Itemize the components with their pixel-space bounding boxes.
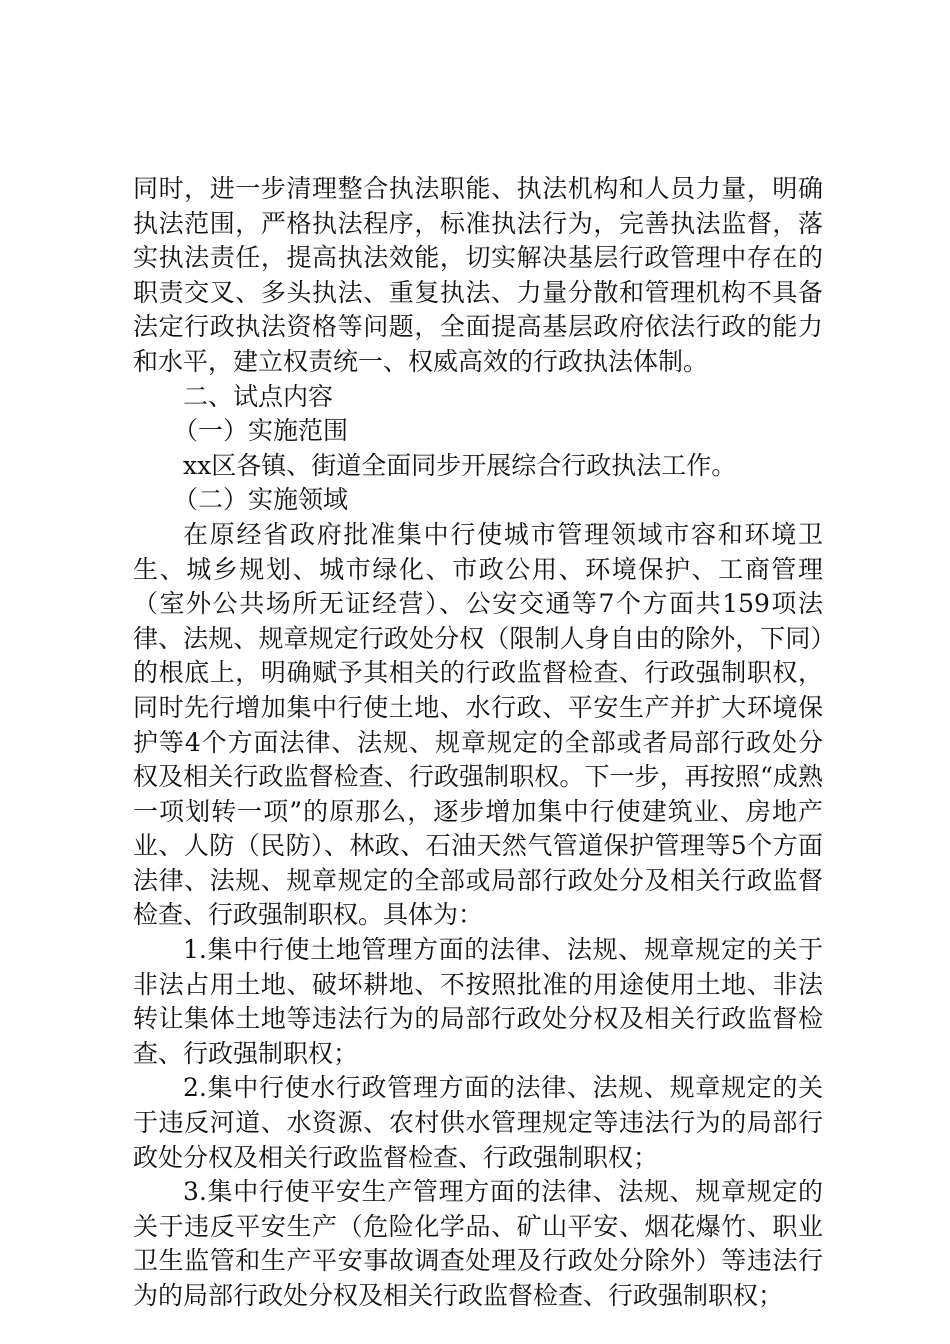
paragraph-fields: 在原经省政府批准集中行使城市管理领域市容和环境卫生、城乡规划、城市绿化、市政公用、环境保护、工商管理（室外公共场所无证经营）、公安交通等7个方面共159项法律、法规、规章规定行政处分权（限制人身自由的除外，下同）的根底上，明确赋予其相关的行政监督检查、行政强制职权，同时先行增加集中行使土地、水行政、平安生产并扩大环境保护等4个方面法律、法规、规章规定的全部或者局部行政处分权及相关行政监督检查、行政强制职权。下一步，再按照“成熟一项划转一项”的原那么，逐步增加集中行使建筑业、房地产业、人防（民防）、林政、石油天然气管道保护管理等5个方面法律、法规、规章规定的全部或局部行政处分及相关行政监督检查、行政强制职权。具体为：: [133, 519, 823, 930]
list-item-safety: 3.集中行使平安生产管理方面的法律、法规、规章规定的关于违反平安生产（危险化学品、矿山平安、烟花爆竹、职业卫生监管和生产平安事故调查处理及行政处分除外）等违法行为的局部行政处分权及相关行政监督检查、行政强制职权；: [133, 1177, 823, 1310]
list-item-land: 1.集中行使土地管理方面的法律、法规、规章规定的关于非法占用土地、破坏耕地、不按照批准的用途使用土地、非法转让集体土地等违法行为的局部行政处分权及相关行政监督检查、行政强制职权；: [133, 935, 823, 1068]
paragraph-scope: xx区各镇、街道全面同步开展综合行政执法工作。: [183, 450, 737, 480]
document-body: [133, 172, 823, 1314]
subsection-heading-fields: （二）实施领域: [173, 485, 349, 515]
list-item-water: 2.集中行使水行政管理方面的法律、法规、规章规定的关于违反河道、水资源、农村供水管理规定等违法行为的局部行政处分权及相关行政监督检查、行政强制职权；: [133, 1073, 823, 1172]
section-heading-pilot-content: 二、试点内容: [183, 381, 334, 411]
paragraph-continuation: 同时，进一步清理整合执法职能、执法机构和人员力量，明确执法范围，严格执法程序，标准执法行为，完善执法监督，落实执法责任，提高执法效能，切实解决基层行政管理中存在的职责交叉、多头执法、重复执法、力量分散和管理机构不具备法定行政执法资格等问题，全面提高基层政府依法行政的能力和水平，建立权责统一、权威高效的行政执法体制。: [133, 174, 823, 376]
subsection-heading-scope: （一）实施范围: [173, 416, 349, 446]
